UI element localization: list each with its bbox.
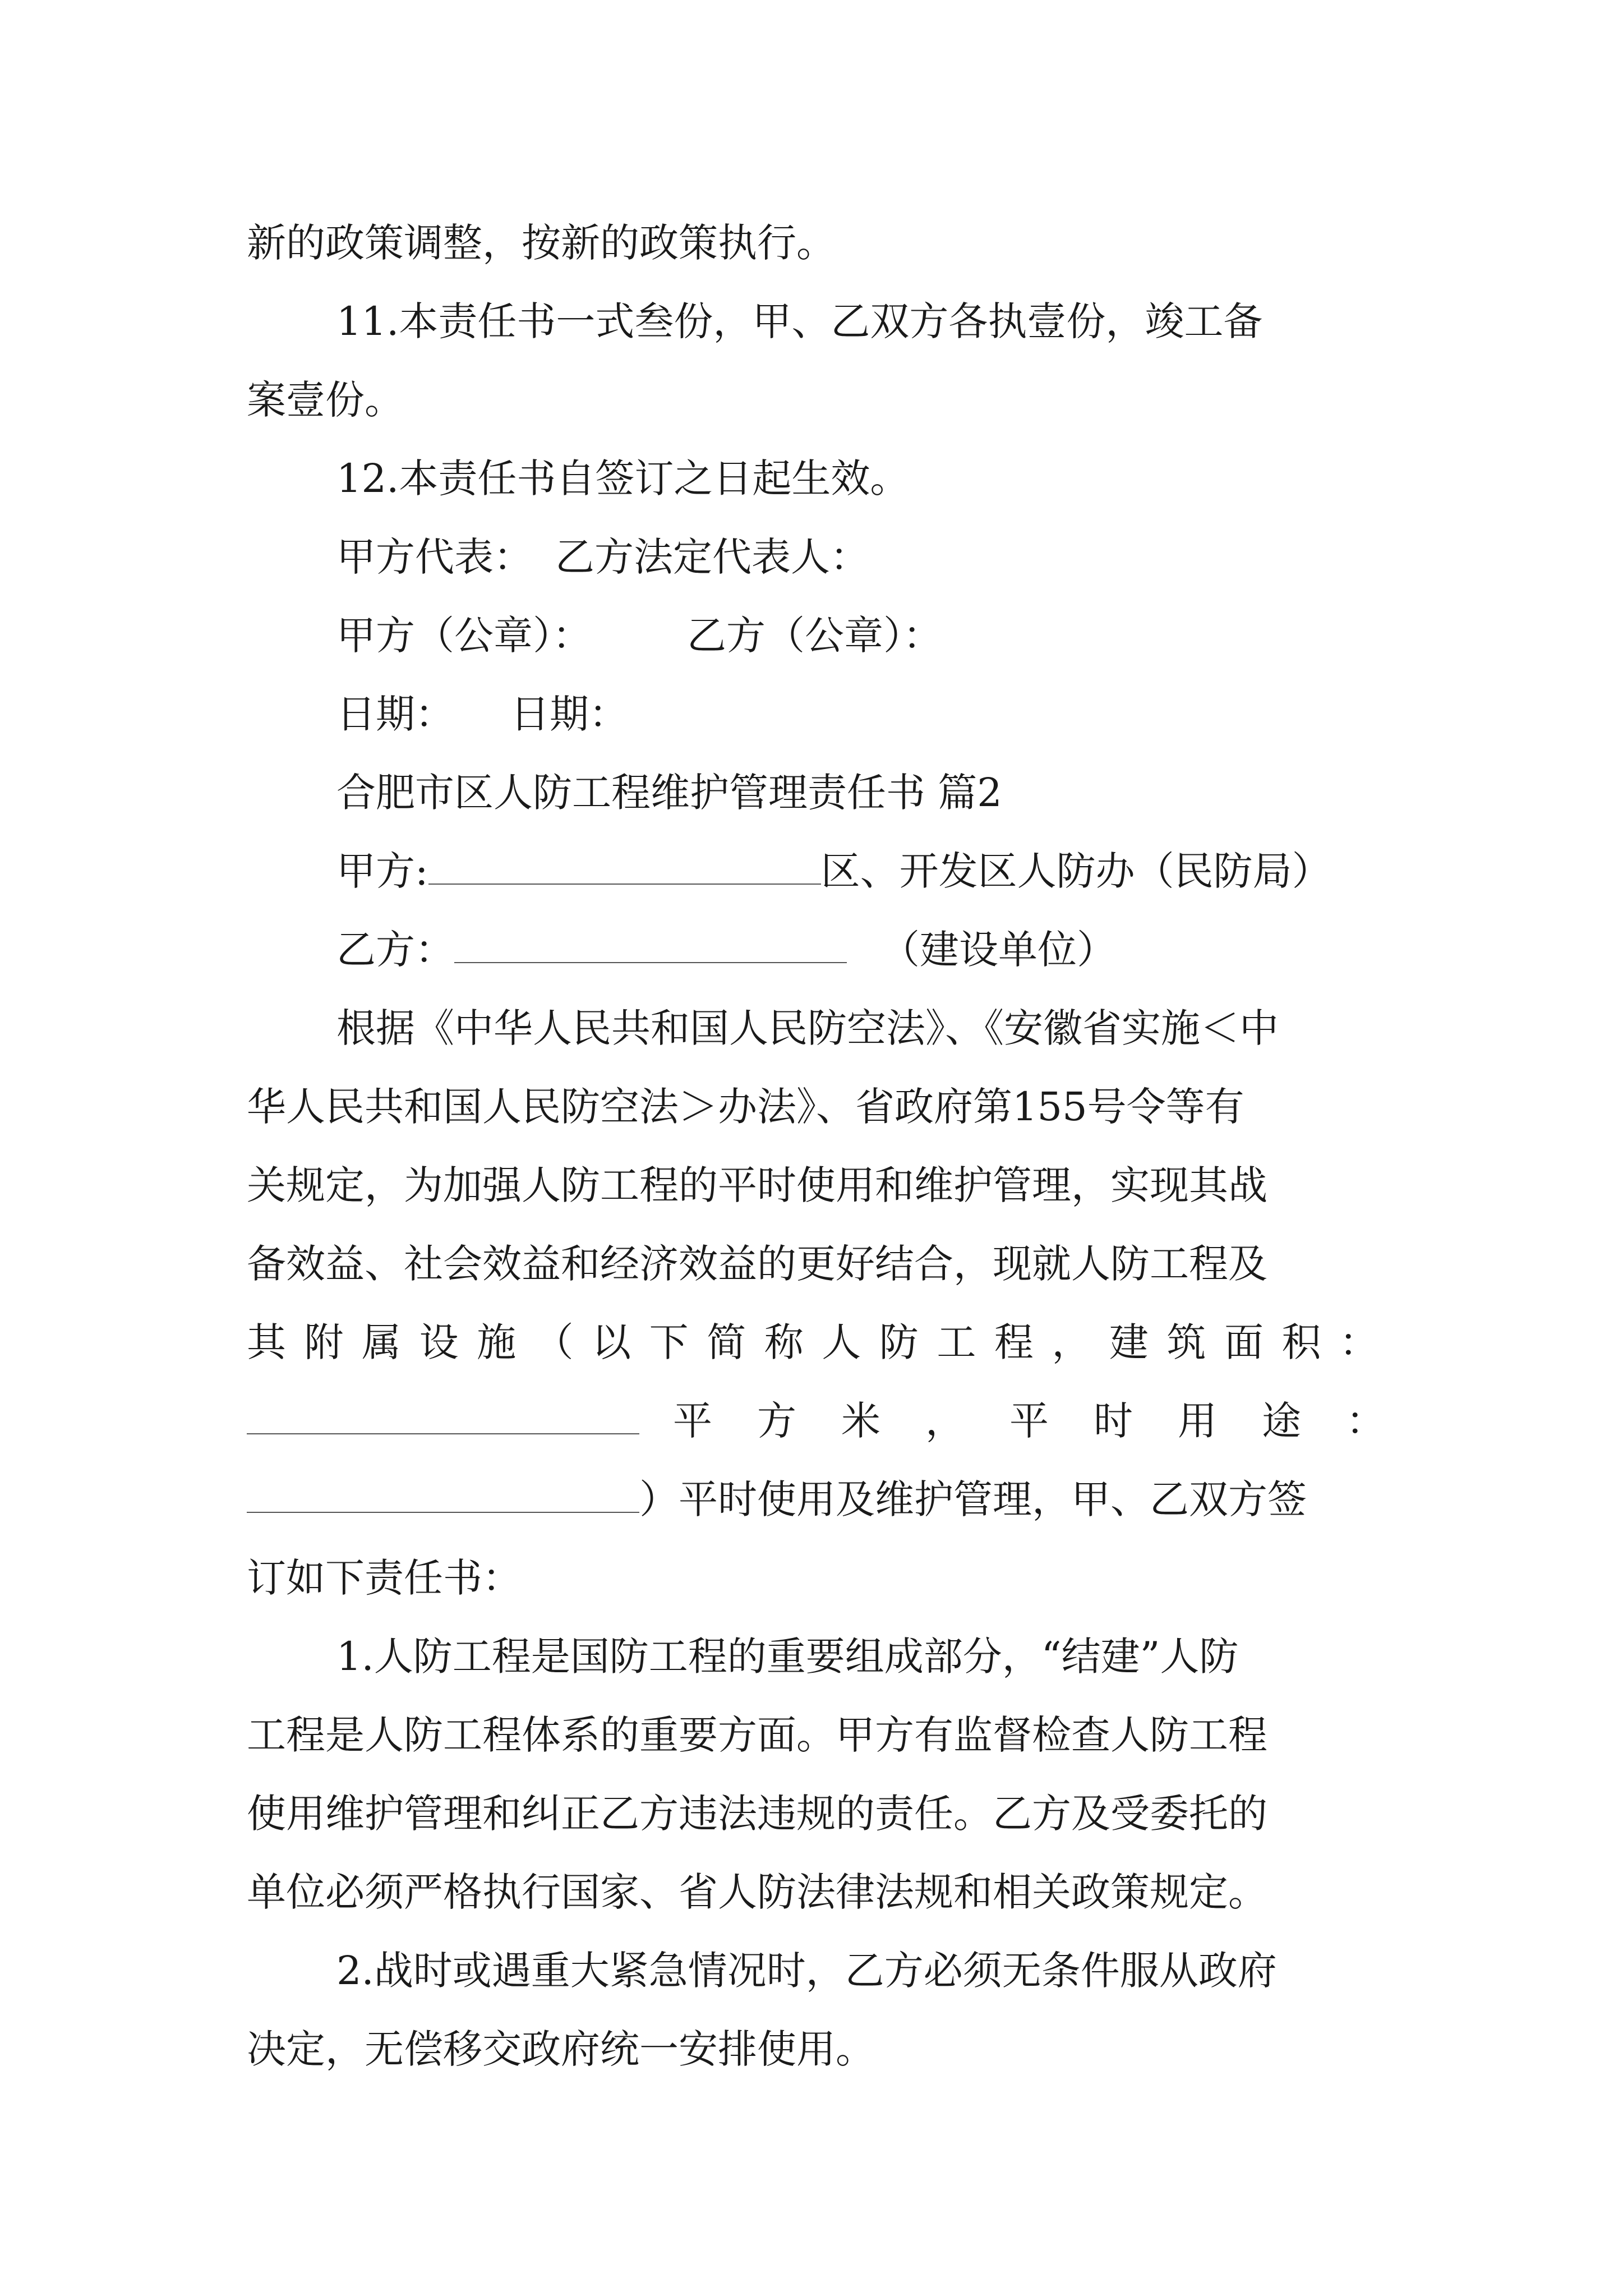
party-b-blank: [454, 917, 847, 963]
section-title: 合肥市区人防工程维护管理责任书 篇2: [336, 770, 1002, 816]
text-line: 决定，无偿移交政府统一安排使用。: [247, 2026, 875, 2072]
clause-12: 12.本责任书自签订之日起生效。: [336, 455, 910, 501]
usage-blank: [247, 1467, 639, 1513]
text-line: 案壹份。: [247, 377, 404, 423]
clause-1: 1.人防工程是国防工程的重要组成部分，“结建”人防: [336, 1634, 1239, 1680]
text-line: 订如下责任书：: [247, 1555, 522, 1601]
usage-text: ）平时使用及维护管理，甲、乙双方签: [639, 1476, 1307, 1522]
signature-seals: [336, 596, 1391, 675]
party-b-suffix: （建设单位）: [880, 927, 1116, 973]
text-line: 使用维护管理和纠正乙方违法违规的责任。乙方及受委托的: [247, 1791, 1267, 1837]
party-a-seal-label: 甲方（公章）：: [336, 613, 592, 659]
party-a-suffix: 区、开发区人防办（民防局）: [820, 848, 1331, 894]
party-a-label: 甲方:: [336, 848, 428, 894]
usage-line: [247, 1460, 1391, 1539]
party-a-line: [336, 832, 1391, 910]
text-line: 关规定，为加强人防工程的平时使用和维护管理，实现其战: [247, 1162, 1267, 1208]
signature-representatives: [336, 518, 1391, 596]
party-b-label: 乙方：: [336, 927, 454, 973]
party-a-blank: [428, 839, 821, 885]
party-b-date-label: 日期：: [510, 691, 628, 737]
text-line: 工程是人防工程体系的重要方面。甲方有监督检查人防工程: [247, 1712, 1267, 1758]
party-b-line: [336, 910, 1391, 989]
text-line: 其附属设施（以下简称人防工程，建筑面积：: [247, 1319, 1391, 1365]
text-line: 华人民共和国人民防空法＞办法》、省政府第155号令等有: [247, 1084, 1244, 1130]
area-usage-text: 平方米，平时用途：: [673, 1398, 1430, 1444]
text-line: 单位必须严格执行国家、省人防法律法规和相关政策规定。: [247, 1869, 1267, 1915]
party-a-date-label: 日期：: [336, 691, 454, 737]
text-line: 备效益、社会效益和经济效益的更好结合，现就人防工程及: [247, 1241, 1267, 1287]
clause-2: 2.战时或遇重大紧急情况时，乙方必须无条件服从政府: [336, 1948, 1277, 1994]
text-line: 新的政策调整，按新的政策执行。: [247, 220, 836, 266]
clause-11: 11.本责任书一式叁份，甲、乙双方各执壹份，竣工备: [336, 298, 1263, 344]
party-a-representative-label: 甲方代表：: [336, 534, 533, 580]
party-b-legal-representative-label: 乙方法定代表人：: [555, 534, 869, 580]
area-blank: [247, 1388, 639, 1434]
text-line: 根据《中华人民共和国人民防空法》、《安徽省实施＜中: [336, 1005, 1279, 1051]
signature-dates: [336, 675, 1391, 753]
party-b-seal-label: 乙方（公章）：: [687, 613, 942, 659]
area-line: [247, 1382, 1430, 1460]
